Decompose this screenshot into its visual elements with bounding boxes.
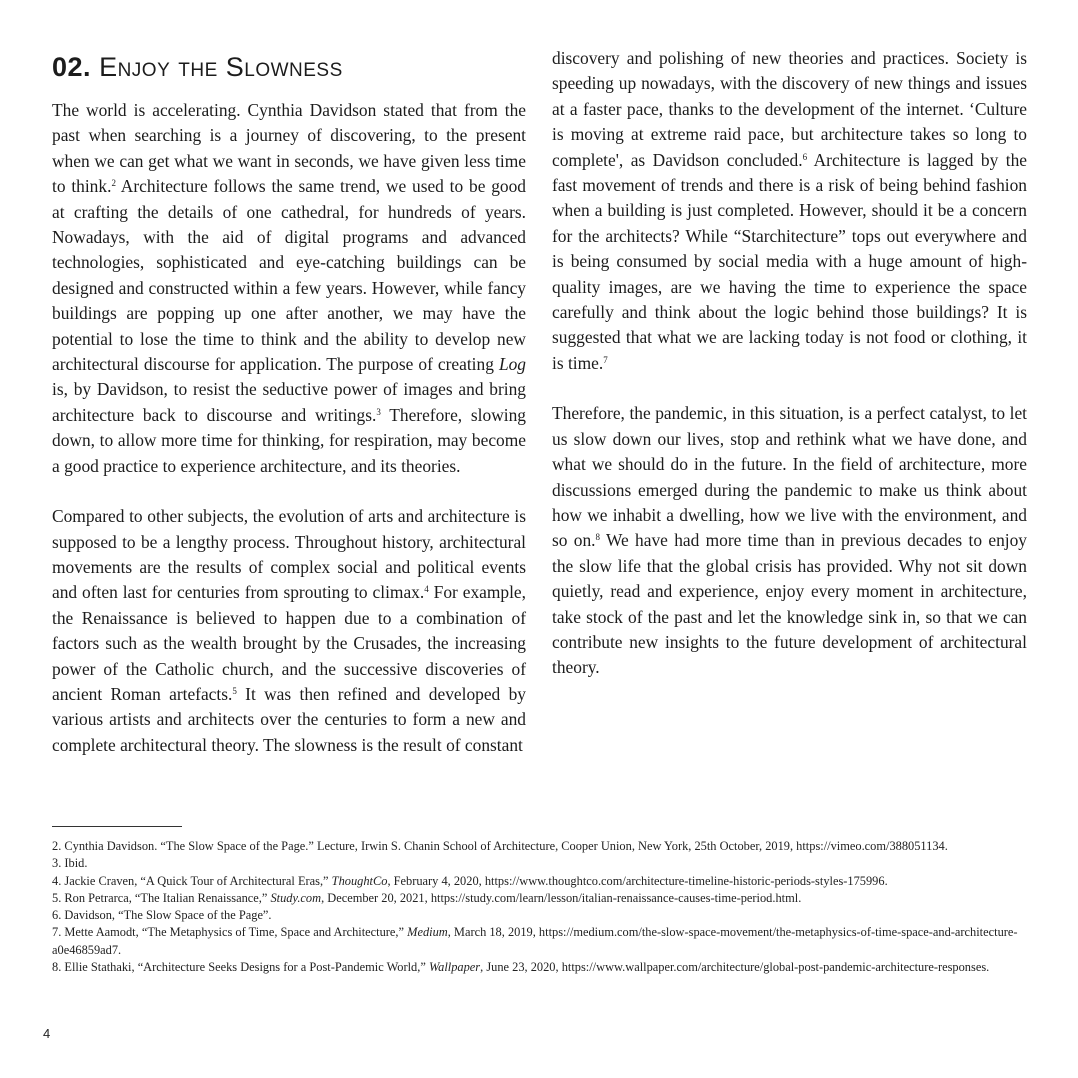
paragraph-text: Therefore, the pandemic, in this situation, is a perfect catalyst, to let us slow down our lives, stop and rethink what we have done, and what we should do in the future. In the field of architecture, more discussions emerged during the pandemic to make us think about how we inhabit a dwelling, how we live with the environment, and so on. <box>552 403 1027 551</box>
footnote-text: 4. Jackie Craven, “A Quick Tour of Architectural Eras,” <box>52 873 332 888</box>
publication-title: Wallpaper <box>428 960 481 975</box>
section-title: Enjoy the Slowness <box>99 52 343 82</box>
footnote-text: 8. Ellie Stathaki, “Architecture Seeks Designs for a Post-Pandemic World,” <box>52 960 429 975</box>
footnote-text: , February 4, 2020, https://www.thoughtco.com/architecture-timeline-historic-periods-styles-175996. <box>387 873 888 888</box>
footnote-ref: 3 <box>376 406 381 417</box>
footnote-text: 7. Mette Aamodt, “The Metaphysics of Time, Space and Architecture,” <box>52 925 408 940</box>
paragraph-text: Therefore, slowing down, to allow more time for thinking, for respiration, may become a good practice to experience architecture, and its theories. <box>52 404 526 476</box>
footnote-4 <box>52 873 1027 890</box>
paragraph-2 <box>52 504 526 758</box>
paragraph-text: For example, the Renaissance is believed to happen due to a combination of factors such as the wealth brought by the Crusades, the increasing power of the Catholic church, and the successive discoveries of ancient Roman artefacts. <box>52 582 526 704</box>
footnote-divider <box>52 826 182 827</box>
footnote-7 <box>52 924 1027 959</box>
footnote-text: , December 20, 2021, https://study.com/learn/lesson/italian-renaissance-causes-time-period.html. <box>321 890 802 905</box>
paragraph-text: Architecture follows the same trend, we used to be good at crafting the details of one cathedral, for hundreds of years. Nowadays, with the aid of digital programs and advanced technologies, sophisticated and eye-catching buildings can be designed and constructed within a few years. However, while fancy buildings are popping up one after another, we may have the potential to lose the time to think and the ability to develop new architectural discourse for application. The purpose of creating <box>52 176 526 375</box>
footnote-2: 2. Cynthia Davidson. “The Slow Space of the Page.” Lecture, Irwin S. Chanin School of Architecture, Cooper Union, New York, 25th October, 2019, https://vimeo.com/388051134. <box>52 839 948 853</box>
footnotes <box>52 838 1027 976</box>
paragraph-gap <box>52 479 526 504</box>
paragraph-text: It was then refined and developed by various artists and architects over the centuries to form a new and complete architectural theory. The slowness is the result of constant <box>52 683 526 755</box>
paragraph-text: discovery and polishing of new theories and practices. Society is speeding up nowadays, with the discovery of new things and issues at a faster pace, thanks to the development of the internet. ‘Culture is moving at extreme raid pace, but architecture takes so long to complete', as Davidson concluded. <box>552 48 1027 170</box>
footnote-ref: 6 <box>802 151 808 162</box>
publication-title: Log <box>498 354 526 375</box>
publication-title: Medium <box>407 925 448 940</box>
footnote-ref: 4 <box>424 584 429 595</box>
footnote-ref: 2 <box>111 178 116 189</box>
paragraph-text: We have had more time than in previous decades to enjoy the slow life that the global crisis has provided. Why not sit down quietly, read and experience, enjoy every moment in architecture, take stock of the past and let the knowledge sink in, so that we can contribute new insights to the future development of architectural theory. <box>552 530 1027 678</box>
section-number: 02. <box>52 52 92 82</box>
paragraph-4 <box>552 401 1027 680</box>
footnote-ref: 7 <box>603 354 608 365</box>
paragraph-text: is, by Davidson, to resist the seductive power of images and bring architecture back to discourse and writings. <box>52 379 526 425</box>
footnote-3: 3. Ibid. <box>52 856 88 871</box>
section-heading <box>52 50 526 84</box>
paragraph-gap <box>552 376 1027 401</box>
paragraph-3 <box>552 46 1027 376</box>
right-column <box>552 46 1027 681</box>
paragraph-1 <box>52 98 526 479</box>
footnote-8 <box>52 959 1027 976</box>
footnote-6: 6. Davidson, “The Slow Space of the Page”. <box>52 908 272 923</box>
footnote-ref: 8 <box>595 532 601 543</box>
paragraph-text: Architecture is lagged by the fast movement of trends and there is a risk of being behind fashion when a building is just completed. However, should it be a concern for the architects? While “Starchitecture” tops out everywhere and is being consumed by social media with a huge amount of high-quality images, are we having the time to experience the space carefully and think about the logic behind those buildings? It is suggested that what we are lacking today is not food or clothing, it is time. <box>552 149 1027 373</box>
footnote-ref: 5 <box>232 685 237 696</box>
footnote-text: , March 18, 2019, https://medium.com/the-slow-space-movement/the-metaphysics-of-time-space-and-architecture-a0e46859ad7. <box>52 925 1018 957</box>
footnote-text: , June 23, 2020, https://www.wallpaper.com/architecture/global-post-pandemic-architecture-responses. <box>480 960 990 975</box>
publication-title: Study.com <box>270 890 322 905</box>
footnote-5 <box>52 890 1027 907</box>
footnote-text: 5. Ron Petrarca, “The Italian Renaissance,” <box>52 890 271 905</box>
paragraph-text: Compared to other subjects, the evolution of arts and architecture is supposed to be a lengthy process. Throughout history, architectural movements are the results of complex social and political events and often last for centuries from sprouting to climax. <box>52 506 526 603</box>
left-column <box>52 50 526 758</box>
page-number: 4 <box>43 1026 51 1041</box>
paragraph-text: The world is accelerating. Cynthia Davidson stated that from the past when searching is a journey of discovering, to the present when we can get what we want in seconds, we have given less time to think. <box>52 100 526 197</box>
publication-title: ThoughtCo <box>331 873 388 888</box>
